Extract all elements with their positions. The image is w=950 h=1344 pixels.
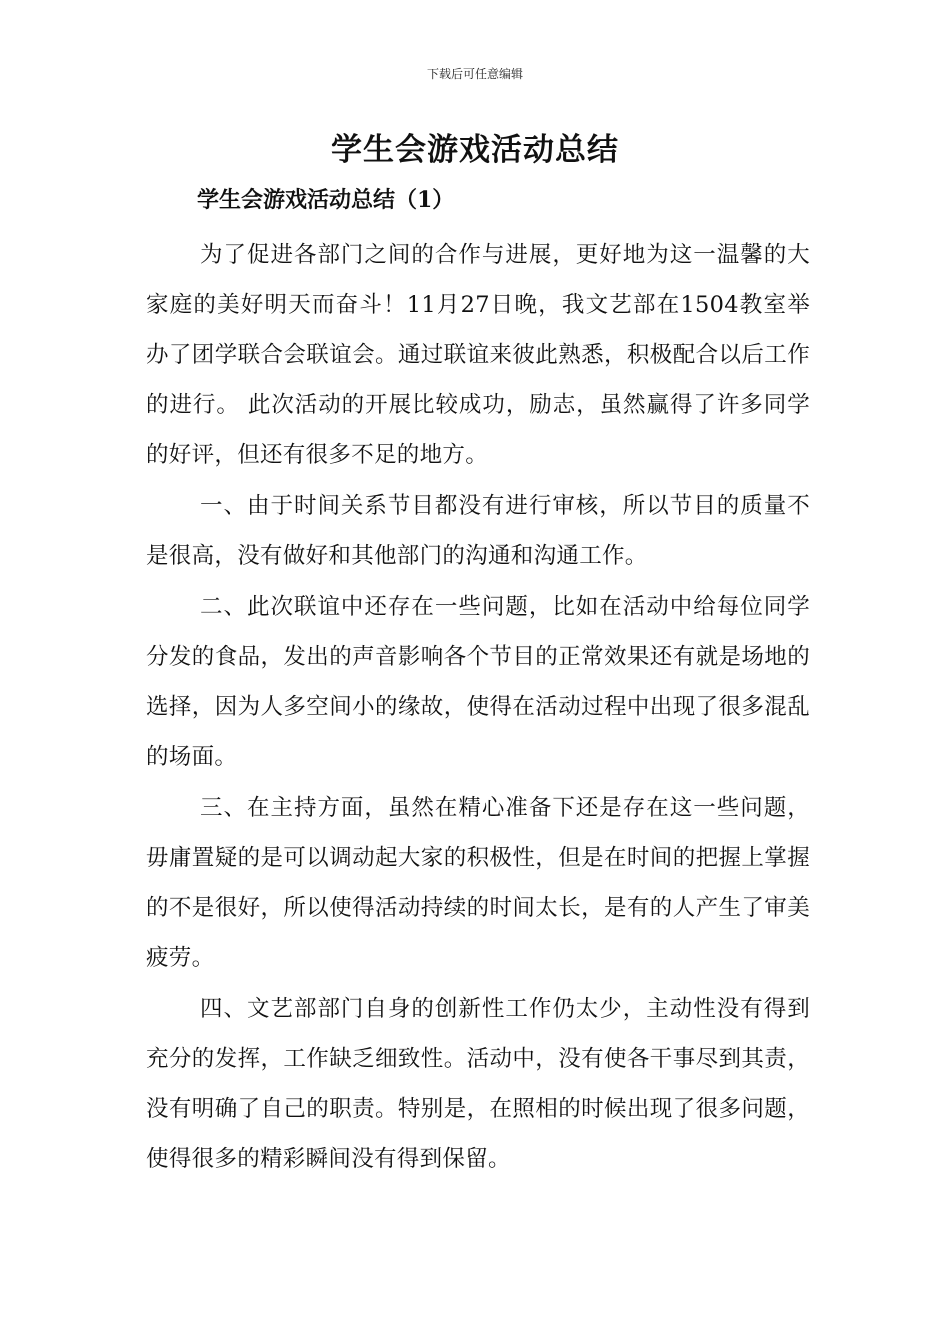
- document-body: [146, 230, 810, 1185]
- paragraph: 一、由于时间关系节目都没有进行审核，所以节目的质量不是很高，没有做好和其他部门的沟通和沟通工作。: [146, 493, 810, 569]
- document-subtitle: 学生会游戏活动总结（1）: [197, 187, 455, 213]
- paragraph: 为了促进各部门之间的合作与进展，更好地为这一温馨的大家庭的美好明天而奋斗！11月27日晚，我文艺部在1504教室举办了团学联合会联谊会。通过联谊来彼此熟悉，积极配合以后工作的进行。 此次活动的开展比较成功，励志，虽然赢得了许多同学的好评，但还有很多不足的地方。: [146, 242, 810, 468]
- header-note: 下载后可任意编辑: [426, 67, 523, 81]
- document-title: 学生会游戏活动总结: [331, 132, 619, 168]
- paragraph: 四、文艺部部门自身的创新性工作仍太少，主动性没有得到充分的发挥，工作缺乏细致性。活动中，没有使各干事尽到其责，没有明确了自己的职责。特别是，在照相的时候出现了很多问题，使得很多的精彩瞬间没有得到保留。: [146, 996, 810, 1172]
- paragraph: 二、此次联谊中还存在一些问题，比如在活动中给每位同学分发的食品，发出的声音影响各个节目的正常效果还有就是场地的选择，因为人多空间小的缘故，使得在活动过程中出现了很多混乱的场面。: [146, 594, 810, 770]
- paragraph: 三、在主持方面，虽然在精心准备下还是存在这一些问题，毋庸置疑的是可以调动起大家的积极性，但是在时间的把握上掌握的不是很好，所以使得活动持续的时间太长，是有的人产生了审美疲劳。: [146, 795, 810, 971]
